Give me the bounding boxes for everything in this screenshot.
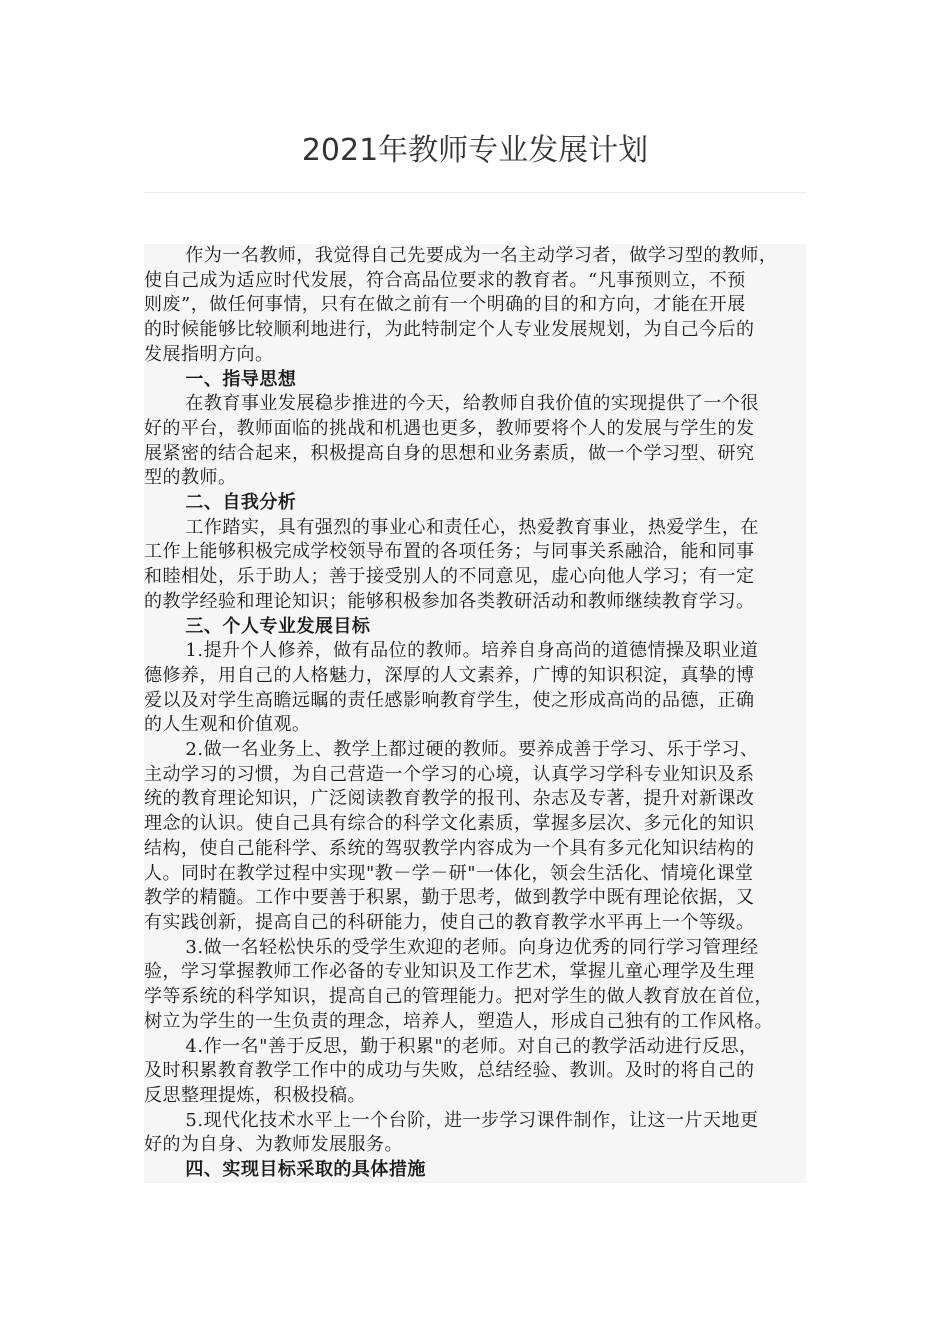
- paragraph-line: 则废”，做任何事情，只有在做之前有一个明确的目的和方向，才能在开展: [144, 294, 746, 316]
- paragraph-line: 的人生观和价值观。: [144, 714, 311, 736]
- paragraph: [144, 936, 806, 1035]
- paragraph-line: 及时积累教育教学工作中的成功与失败，总结经验、教训。及时的将自己的: [144, 1060, 755, 1082]
- paragraph-line: 2.做一名业务上、教学上都过硬的教师。要养成善于学习、乐于学习、: [185, 739, 759, 761]
- document-body: [144, 244, 806, 1183]
- paragraph-line: 有实践创新，提高自己的科研能力，使自己的教育教学水平再上一个等级。: [144, 911, 755, 933]
- paragraph-line: 4.作一名"善于反思，勤于积累"的老师。对自己的教学活动进行反思，: [185, 1035, 758, 1057]
- paragraph-line: 德修养，用自己的人格魅力，深厚的人文素养，广博的知识积淀，真挚的博: [144, 664, 755, 686]
- paragraph-line: 3.做一名轻松快乐的受学生欢迎的老师。向身边优秀的同行学习管理经: [185, 936, 759, 958]
- paragraph: [144, 516, 806, 615]
- paragraph-line: 人。同时在教学过程中实现"教－学－研"一体化，领会生活化、情境化课堂: [144, 862, 754, 884]
- section-heading: 二、自我分析: [185, 492, 297, 514]
- paragraph-line: 验，学习掌握教师工作必备的专业知识及工作艺术，掌握儿童心理学及生理: [144, 961, 755, 983]
- paragraph-line: 工作踏实，具有强烈的事业心和责任心，热爱教育事业，热爱学生，在: [185, 516, 759, 538]
- paragraph-line: 好的平台，教师面临的挑战和机遇也更多，教师要将个人的发展与学生的发: [144, 417, 755, 439]
- document-title: 2021年教师专业发展计划: [301, 133, 649, 168]
- paragraph-line: 作为一名教师，我觉得自己先要成为一名主动学习者，做学习型的教师，: [185, 245, 778, 266]
- paragraph-line: 反思整理提炼，积极投稿。: [144, 1084, 366, 1106]
- section-heading: 三、个人专业发展目标: [185, 615, 371, 637]
- paragraph-line: 好的为自身、为教师发展服务。: [144, 1134, 403, 1156]
- paragraph-line: 教学的精髓。工作中要善于积累，勤于思考，做到教学中既有理论依据，又: [144, 887, 755, 909]
- paragraph: [144, 244, 806, 368]
- paragraph-line: 展紧密的结合起来，积极提高自身的思想和业务素质，做一个学习型、研究: [144, 442, 755, 464]
- paragraph-line: 5.现代化技术水平上一个台阶，进一步学习课件制作，让这一片天地更: [185, 1109, 759, 1131]
- paragraph-line: 发展指明方向。: [144, 343, 274, 365]
- section-heading: 四、实现目标采取的具体措施: [185, 1159, 426, 1181]
- paragraph-line: 型的教师。: [144, 467, 237, 489]
- paragraph-line: 和睦相处，乐于助人；善于接受别人的不同意见，虚心向他人学习；有一定: [144, 566, 755, 588]
- title-divider: [144, 192, 806, 193]
- paragraph: [144, 1035, 806, 1109]
- paragraph-line: 的时候能够比较顺利地进行，为此特制定个人专业发展规划，为自己今后的: [144, 319, 755, 341]
- paragraph-line: 树立为学生的一生负责的理念，培养人，塑造人，形成自己独有的工作风格。: [144, 1010, 773, 1032]
- paragraph: [144, 639, 806, 738]
- paragraph-line: 工作上能够积极完成学校领导布置的各项任务；与同事关系融洽，能和同事: [144, 541, 755, 563]
- paragraph-line: 1.提升个人修养，做有品位的教师。培养自身高尚的道德情操及职业道: [185, 640, 759, 662]
- paragraph: [144, 738, 806, 936]
- paragraph: [144, 1109, 806, 1158]
- paragraph-line: 结构，使自己能科学、系统的驾驭教学内容成为一个具有多元化知识结构的: [144, 837, 755, 859]
- paragraph-line: 统的教育理论知识，广泛阅读教育教学的报刊、杂志及专著，提升对新课改: [144, 788, 755, 810]
- paragraph-line: 爱以及对学生高瞻远瞩的责任感影响教育学生，使之形成高尚的品德，正确: [144, 689, 755, 711]
- paragraph-line: 在教育事业发展稳步推进的今天，给教师自我价值的实现提供了一个很: [185, 393, 759, 415]
- paragraph-line: 使自己成为适应时代发展，符合高品位要求的教育者。“凡事预则立，不预: [144, 269, 746, 291]
- paragraph-line: 理念的认识。使自己具有综合的科学文化素质，掌握多层次、多元化的知识: [144, 813, 755, 835]
- paragraph-line: 的教学经验和理论知识；能够积极参加各类教研活动和教师继续教育学习。: [144, 590, 755, 612]
- paragraph: [144, 392, 806, 491]
- paragraph-line: 主动学习的习惯，为自己营造一个学习的心境，认真学习学科专业知识及系: [144, 763, 755, 785]
- section-heading: 一、指导思想: [185, 368, 297, 390]
- paragraph-line: 学等系统的科学知识，提高自己的管理能力。把对学生的做人教育放在首位，: [144, 986, 773, 1008]
